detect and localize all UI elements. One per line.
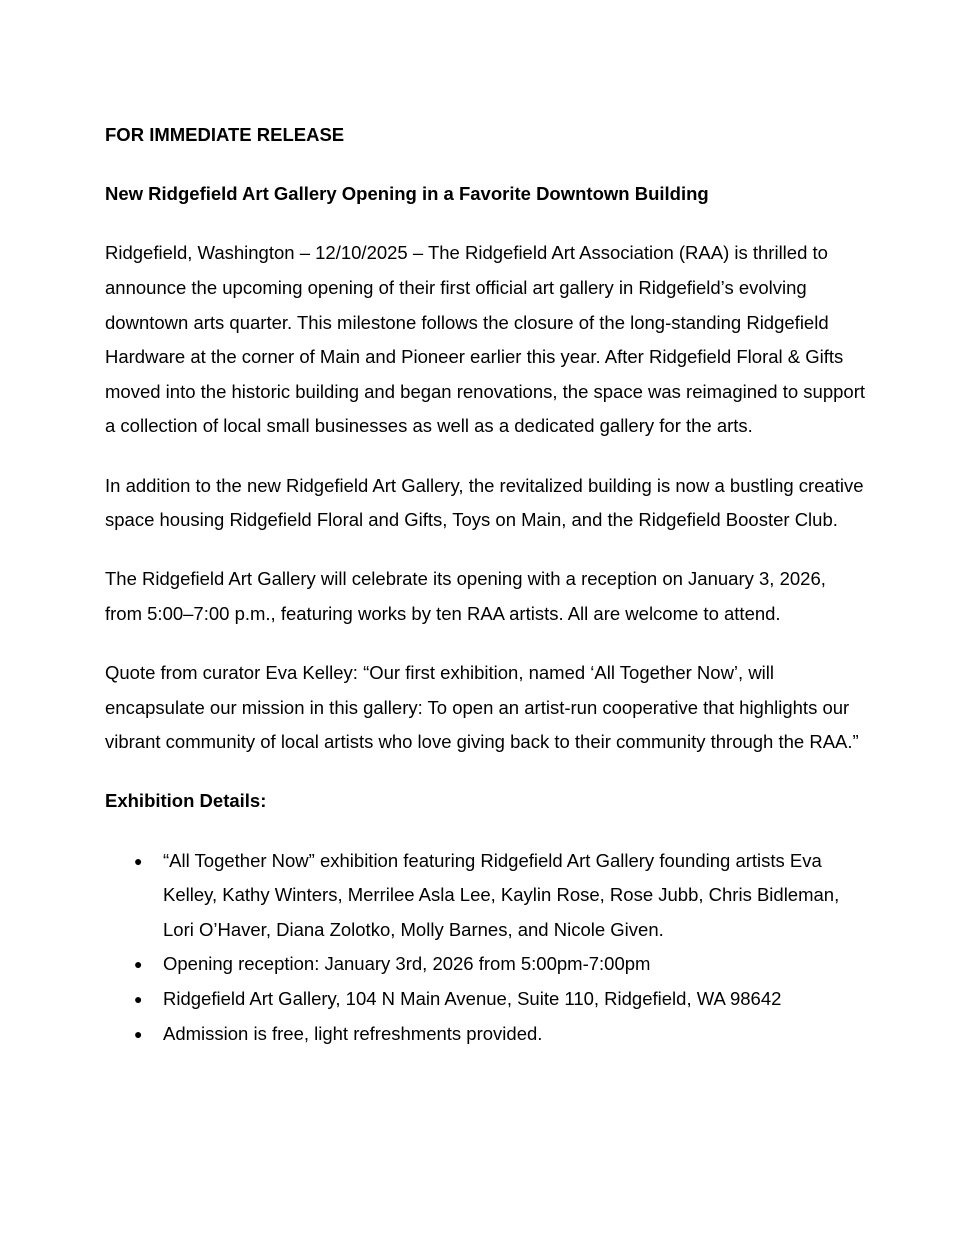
bullet-icon: ●: [134, 1025, 143, 1042]
paragraph-reception: The Ridgefield Art Gallery will celebrate its opening with a reception on January 3, 2026, from 5:00–7:00 p.m., featuring works by ten RAA artists. All are welcome to attend.: [105, 568, 826, 624]
paragraph-curator-quote: Quote from curator Eva Kelley: “Our first exhibition, named ‘All Together Now’, will encapsulate our mission in this gallery: To open an artist-run cooperative that highlights our vibrant community of local artists who love giving back to their community through the RAA.”: [105, 662, 859, 753]
list-item: [134, 1017, 865, 1052]
detail-text: Ridgefield Art Gallery, 104 N Main Avenue, Suite 110, Ridgefield, WA 98642: [163, 988, 782, 1010]
headline: New Ridgefield Art Gallery Opening in a Favorite Downtown Building: [105, 183, 709, 205]
detail-text: Admission is free, light refreshments provided.: [163, 1022, 543, 1044]
bullet-icon: ●: [134, 991, 143, 1008]
list-item: [134, 947, 865, 982]
detail-text: “All Together Now” exhibition featuring Ridgefield Art Gallery founding artists Eva Kelley, Kathy Winters, Merrilee Asla Lee, Kaylin Rose, Rose Jubb, Chris Bidleman, Lori O’Haver, Diana Zolotko, Molly Barnes, and Nicole Given.: [163, 849, 840, 940]
details-list: [105, 844, 865, 1052]
bullet-icon: ●: [134, 956, 143, 973]
bullet-icon: ●: [134, 852, 143, 869]
list-item: [134, 982, 865, 1017]
detail-text: Opening reception: January 3rd, 2026 from 5:00pm-7:00pm: [163, 953, 651, 975]
paragraph-intro: Ridgefield, Washington – 12/10/2025 – The Ridgefield Art Association (RAA) is thrilled to announce the upcoming opening of their first official art gallery in Ridgefield’s evolving downtown arts quarter. This milestone follows the closure of the long-standing Ridgefield Hardware at the corner of Main and Pioneer earlier this year. After Ridgefield Floral & Gifts moved into the historic building and began renovations, the space was reimagined to support a collection of local small businesses as well as a dedicated gallery for the arts.: [105, 242, 865, 437]
details-heading: Exhibition Details:: [105, 790, 267, 812]
list-item: [134, 844, 865, 948]
press-release-page: [105, 118, 865, 1051]
paragraph-building-tenants: In addition to the new Ridgefield Art Gallery, the revitalized building is now a bustling creative space housing Ridgefield Floral and Gifts, Toys on Main, and the Ridgefield Booster Club.: [105, 474, 864, 531]
release-label: FOR IMMEDIATE RELEASE: [105, 124, 345, 145]
